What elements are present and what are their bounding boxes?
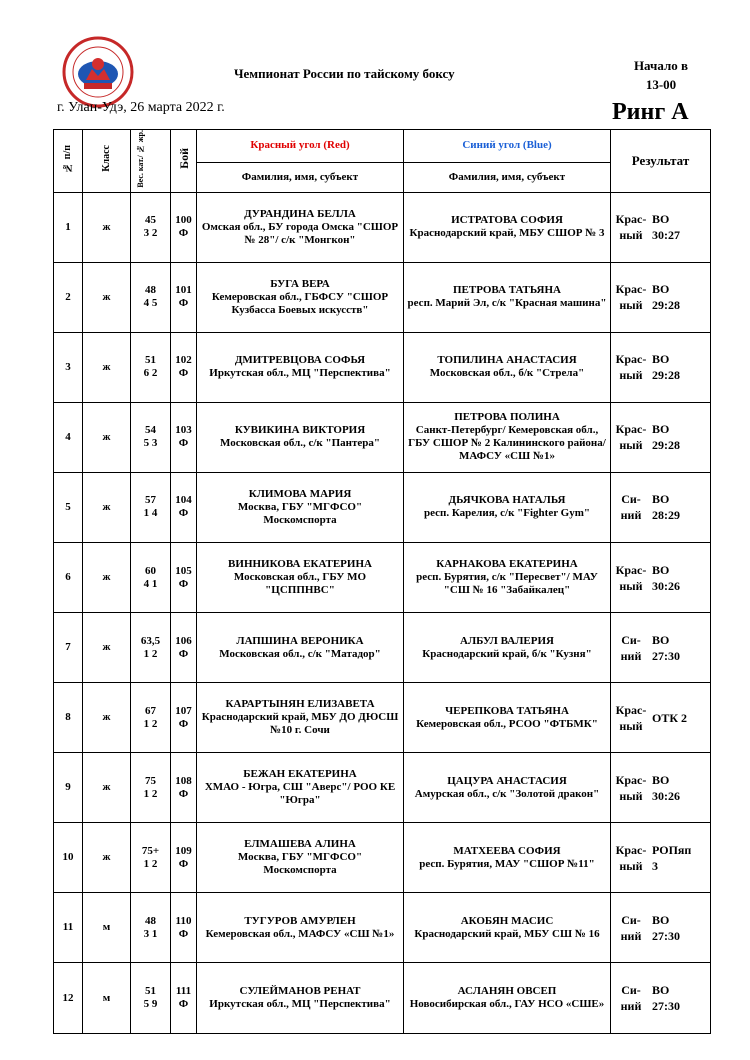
result-score <box>649 842 691 874</box>
result-cell <box>611 683 711 753</box>
row-class: м <box>83 893 131 963</box>
winner-corner-line2: ный <box>619 718 643 733</box>
bout-stage: Ф <box>178 857 189 870</box>
red-corner-cell <box>197 543 404 613</box>
row-number: 8 <box>54 683 83 753</box>
winner-corner-line2: ный <box>619 438 643 453</box>
result-score <box>649 351 680 383</box>
winner-corner <box>613 351 649 383</box>
weight-category <box>131 823 171 893</box>
row-class: ж <box>83 683 131 753</box>
bout-number: 108 <box>175 774 192 787</box>
red-fighter-info: Московская обл., с/к "Пантера" <box>219 437 381 450</box>
red-corner-cell <box>197 262 404 332</box>
result-score <box>649 772 680 804</box>
red-fighter-name: БЕЖАН ЕКАТЕРИНА <box>243 768 357 781</box>
bout-cell <box>171 402 197 472</box>
table-row <box>54 893 711 963</box>
bout-stage: Ф <box>178 437 189 450</box>
blue-fighter-info: Краснодарский край, МБУ СШ № 16 <box>414 927 600 940</box>
weight-value: 75 <box>145 774 156 787</box>
lot-numbers: 4 5 <box>143 297 158 310</box>
blue-fighter-info: Амурская обл., с/к "Золотой дракон" <box>414 787 600 800</box>
bout-number: 101 <box>175 284 192 297</box>
result-method: ОТК 2 <box>652 710 688 725</box>
col-header-red: Красный угол (Red) <box>197 130 404 163</box>
result-points: 27:30 <box>652 648 680 663</box>
weight-category <box>131 683 171 753</box>
red-fighter-name: БУГА ВЕРА <box>270 277 330 290</box>
weight-value: 60 <box>145 564 156 577</box>
red-fighter-info: Кемеровская обл., ГБФСУ "СШОР Кузбасса Боевых искусств" <box>211 290 389 316</box>
bout-stage: Ф <box>178 367 189 380</box>
result-cell <box>611 262 711 332</box>
bout-cell <box>171 332 197 402</box>
result-score <box>649 982 680 1014</box>
result-points: 30:27 <box>652 228 680 243</box>
blue-fighter-info: Новосибирская обл., ГАУ НСО «СШЕ» <box>409 998 605 1011</box>
winner-corner-line1: Крас- <box>615 352 647 367</box>
result-cell <box>611 332 711 402</box>
weight-value: 45 <box>145 214 156 227</box>
row-class: ж <box>83 823 131 893</box>
row-class: ж <box>83 753 131 823</box>
weight-category <box>131 893 171 963</box>
red-fighter-name: ДУРАНДИНА БЕЛЛА <box>244 207 356 220</box>
lot-numbers: 1 2 <box>143 787 158 800</box>
winner-corner-line2: ний <box>620 648 642 663</box>
row-class: ж <box>83 262 131 332</box>
red-fighter-info: Москва, ГБУ "МГФСО" Москомспорта <box>237 851 363 877</box>
row-number: 4 <box>54 402 83 472</box>
blue-fighter-info: респ. Бурятия, с/к "Пересвет"/ МАУ "СШ № 16 "Забайкалец" <box>416 571 598 597</box>
row-class: м <box>83 963 131 1033</box>
bout-cell <box>171 683 197 753</box>
winner-corner-line2: ний <box>620 508 642 523</box>
result-cell <box>611 963 711 1033</box>
bout-number: 104 <box>175 494 192 507</box>
red-fighter-info: ХМАО - Югра, СШ "Аверс"/ РОО КЕ "Югра" <box>204 781 396 807</box>
weight-value: 54 <box>145 424 156 437</box>
blue-fighter-info: респ. Бурятия, МАУ "СШОР №11" <box>419 857 595 870</box>
blue-corner-cell <box>404 963 611 1033</box>
result-method: ВО <box>652 772 670 787</box>
result-method: ВО <box>652 352 670 367</box>
bout-number: 106 <box>175 634 192 647</box>
winner-corner-line2: ный <box>619 228 643 243</box>
winner-corner <box>613 842 649 874</box>
blue-fighter-info: Московская обл., б/к "Стрела" <box>429 367 585 380</box>
winner-corner-line1: Си- <box>621 492 641 507</box>
col-header-class: Класс <box>83 130 131 193</box>
weight-category <box>131 332 171 402</box>
weight-value: 67 <box>145 704 156 717</box>
bout-stage: Ф <box>178 998 189 1011</box>
lot-numbers: 4 1 <box>143 577 158 590</box>
result-score <box>649 710 687 726</box>
place-date: г. Улан-Удэ, 26 марта 2022 г. <box>57 100 225 115</box>
winner-corner-line2: ный <box>619 788 643 803</box>
winner-corner <box>613 912 649 944</box>
result-score <box>649 491 680 523</box>
winner-corner <box>613 211 649 243</box>
col-header-weight: Вес. кат./ № жр. <box>131 130 171 193</box>
result-score <box>649 421 680 453</box>
winner-corner-line2: ний <box>620 999 642 1014</box>
result-method: ВО <box>652 492 670 507</box>
result-cell <box>611 402 711 472</box>
winner-corner-line2: ный <box>619 858 643 873</box>
result-method: ВО <box>652 282 670 297</box>
bout-cell <box>171 963 197 1033</box>
winner-corner-line1: Крас- <box>615 212 647 227</box>
blue-fighter-info: респ. Марий Эл, с/к "Красная машина" <box>407 297 607 310</box>
red-corner-cell <box>197 753 404 823</box>
lot-numbers: 1 4 <box>143 507 158 520</box>
red-corner-cell <box>197 332 404 402</box>
red-fighter-info: Московская обл., ГБУ МО "ЦСППНВС" <box>233 571 367 597</box>
blue-fighter-name: ЧЕРЕПКОВА ТАТЬЯНА <box>445 704 569 717</box>
table-row <box>54 823 711 893</box>
winner-corner-line1: Си- <box>621 912 641 927</box>
red-fighter-name: ЕЛМАШЕВА АЛИНА <box>244 838 356 851</box>
winner-corner-line1: Си- <box>621 983 641 998</box>
row-number: 12 <box>54 963 83 1033</box>
blue-fighter-name: ПЕТРОВА ПОЛИНА <box>454 411 560 424</box>
red-corner-cell <box>197 893 404 963</box>
winner-corner <box>613 982 649 1014</box>
result-score <box>649 281 680 313</box>
red-fighter-name: ВИННИКОВА ЕКАТЕРИНА <box>228 558 372 571</box>
bout-cell <box>171 262 197 332</box>
start-time-value: 13-00 <box>645 77 677 92</box>
result-method: ВО <box>652 632 670 647</box>
col-header-bout: Бой <box>171 130 197 193</box>
table-row <box>54 262 711 332</box>
red-corner-cell <box>197 472 404 542</box>
weight-value: 51 <box>145 354 156 367</box>
red-fighter-info: Московская обл., с/к "Матадор" <box>219 647 381 660</box>
result-cell <box>611 613 711 683</box>
winner-corner <box>613 632 649 664</box>
bouts-table <box>53 129 711 1034</box>
result-cell <box>611 753 711 823</box>
start-label: Начало в <box>633 58 689 73</box>
row-number: 6 <box>54 543 83 613</box>
weight-value: 48 <box>145 284 156 297</box>
bout-number: 102 <box>175 354 192 367</box>
blue-fighter-name: АСЛАНЯН ОВСЕП <box>457 985 557 998</box>
blue-corner-cell <box>404 402 611 472</box>
row-number: 10 <box>54 823 83 893</box>
bout-stage: Ф <box>178 787 189 800</box>
row-class: ж <box>83 613 131 683</box>
winner-corner-line1: Крас- <box>615 772 647 787</box>
row-number: 5 <box>54 472 83 542</box>
winner-corner-line1: Крас- <box>615 282 647 297</box>
result-cell <box>611 893 711 963</box>
bout-stage: Ф <box>178 297 189 310</box>
table-row <box>54 192 711 262</box>
blue-fighter-name: ТОПИЛИНА АНАСТАСИЯ <box>437 354 577 367</box>
table-row <box>54 683 711 753</box>
result-method: ВО <box>652 983 670 998</box>
weight-category <box>131 753 171 823</box>
bout-number: 105 <box>175 564 192 577</box>
row-number: 11 <box>54 893 83 963</box>
blue-corner-cell <box>404 893 611 963</box>
blue-fighter-info: Краснодарский край, МБУ СШОР № 3 <box>409 227 605 240</box>
row-number: 9 <box>54 753 83 823</box>
lot-numbers: 1 2 <box>143 647 158 660</box>
blue-fighter-info: респ. Карелия, с/к "Fighter Gym" <box>424 507 590 520</box>
result-cell <box>611 823 711 893</box>
blue-fighter-info: Краснодарский край, б/к "Кузня" <box>422 647 592 660</box>
bout-cell <box>171 543 197 613</box>
event-title: Чемпионат России по тайскому боксу <box>234 66 455 81</box>
bout-number: 107 <box>175 704 192 717</box>
red-fighter-info: Кемеровская обл., МАФСУ «СШ №1» <box>205 927 395 940</box>
red-fighter-name: КАРАРТЫНЯН ЕЛИЗАВЕТА <box>225 698 375 711</box>
blue-fighter-info: Санкт-Петербург/ Кемеровская обл., ГБУ СШОР № 2 Калининского района/ МАФСУ «СШ №1» <box>408 424 606 463</box>
bout-cell <box>171 472 197 542</box>
weight-category <box>131 963 171 1033</box>
row-class: ж <box>83 543 131 613</box>
result-cell <box>611 543 711 613</box>
col-header-blue-sub: Фамилия, имя, субъект <box>404 162 611 192</box>
red-fighter-info: Иркутская обл., МЦ "Перспектива" <box>209 998 391 1011</box>
table-row <box>54 543 711 613</box>
winner-corner-line1: Си- <box>621 632 641 647</box>
bout-cell <box>171 753 197 823</box>
bout-number: 100 <box>175 214 192 227</box>
result-method: ВО <box>652 562 670 577</box>
row-number: 2 <box>54 262 83 332</box>
winner-corner <box>613 491 649 523</box>
row-class: ж <box>83 192 131 262</box>
red-fighter-name: СУЛЕЙМАНОВ РЕНАТ <box>239 985 361 998</box>
weight-category <box>131 472 171 542</box>
winner-corner <box>613 562 649 594</box>
result-points: 29:28 <box>652 298 680 313</box>
result-score <box>649 211 680 243</box>
bout-stage: Ф <box>178 507 189 520</box>
start-time <box>618 56 704 94</box>
weight-category <box>131 543 171 613</box>
blue-fighter-name: АКОБЯН МАСИС <box>460 914 554 927</box>
ring-label: Ринг А <box>612 99 689 125</box>
row-class: ж <box>83 332 131 402</box>
row-class: ж <box>83 472 131 542</box>
blue-corner-cell <box>404 823 611 893</box>
table-row <box>54 963 711 1033</box>
result-method: РОПяп <box>652 842 692 857</box>
weight-category <box>131 402 171 472</box>
red-corner-cell <box>197 683 404 753</box>
lot-numbers: 6 2 <box>143 367 158 380</box>
result-score <box>649 632 680 664</box>
blue-fighter-name: ЦАЦУРА АНАСТАСИЯ <box>447 774 567 787</box>
row-number: 1 <box>54 192 83 262</box>
result-points: 28:29 <box>652 508 680 523</box>
red-fighter-info: Москва, ГБУ "МГФСО" Москомспорта <box>237 500 363 526</box>
winner-corner-line1: Крас- <box>615 422 647 437</box>
red-corner-cell <box>197 823 404 893</box>
result-points: 30:26 <box>652 578 680 593</box>
blue-fighter-name: АЛБУЛ ВАЛЕРИЯ <box>460 634 554 647</box>
red-fighter-info: Омская обл., БУ города Омска "СШОР № 28"/ с/к "Монгкон" <box>201 220 399 246</box>
blue-corner-cell <box>404 472 611 542</box>
result-cell <box>611 472 711 542</box>
red-corner-cell <box>197 963 404 1033</box>
weight-value: 63,5 <box>140 634 161 647</box>
red-corner-cell <box>197 613 404 683</box>
bout-cell <box>171 893 197 963</box>
bout-stage: Ф <box>178 717 189 730</box>
federation-logo <box>62 36 134 108</box>
blue-fighter-name: ПЕТРОВА ТАТЬЯНА <box>452 284 561 297</box>
table-row <box>54 332 711 402</box>
weight-value: 75+ <box>141 844 160 857</box>
col-header-num: № п/п <box>54 130 83 193</box>
col-header-red-sub: Фамилия, имя, субъект <box>197 162 404 192</box>
row-class: ж <box>83 402 131 472</box>
weight-category <box>131 192 171 262</box>
blue-corner-cell <box>404 192 611 262</box>
bout-stage: Ф <box>178 577 189 590</box>
bout-cell <box>171 613 197 683</box>
result-score <box>649 912 680 944</box>
blue-corner-cell <box>404 262 611 332</box>
winner-corner-line1: Крас- <box>615 562 647 577</box>
result-score <box>649 562 680 594</box>
result-method: ВО <box>652 422 670 437</box>
red-fighter-info: Краснодарский край, МБУ ДО ДЮСШ №10 г. Сочи <box>201 711 399 737</box>
blue-corner-cell <box>404 613 611 683</box>
bout-number: 109 <box>175 844 192 857</box>
table-row <box>54 753 711 823</box>
table-row <box>54 613 711 683</box>
winner-corner-line1: Крас- <box>615 702 647 717</box>
col-header-result: Результат <box>611 130 711 193</box>
winner-corner-line2: ный <box>619 298 643 313</box>
winner-corner-line1: Крас- <box>615 842 647 857</box>
weight-category <box>131 613 171 683</box>
lot-numbers: 5 3 <box>143 437 158 450</box>
bout-cell <box>171 823 197 893</box>
red-corner-cell <box>197 192 404 262</box>
bout-cell <box>171 192 197 262</box>
blue-fighter-info: Кемеровская обл., РСОО "ФТБМК" <box>416 717 598 730</box>
red-fighter-name: ЛАПШИНА ВЕРОНИКА <box>236 634 364 647</box>
row-number: 7 <box>54 613 83 683</box>
weight-value: 51 <box>145 985 156 998</box>
bout-stage: Ф <box>178 927 189 940</box>
bout-number: 103 <box>175 424 192 437</box>
winner-corner <box>613 421 649 453</box>
lot-numbers: 3 2 <box>143 227 158 240</box>
lot-numbers: 5 9 <box>143 998 158 1011</box>
lot-numbers: 1 2 <box>143 717 158 730</box>
winner-corner-line2: ний <box>620 928 642 943</box>
red-fighter-name: КЛИМОВА МАРИЯ <box>248 487 352 500</box>
result-points: 27:30 <box>652 999 680 1014</box>
winner-corner <box>613 281 649 313</box>
weight-value: 48 <box>145 914 156 927</box>
result-points: 30:26 <box>652 788 680 803</box>
result-points: 27:30 <box>652 928 680 943</box>
red-fighter-info: Иркутская обл., МЦ "Перспектива" <box>209 367 391 380</box>
winner-corner <box>613 702 649 734</box>
bout-number: 111 <box>175 985 192 998</box>
red-fighter-name: ТУГУРОВ АМУРЛЕН <box>244 914 356 927</box>
winner-corner <box>613 772 649 804</box>
blue-corner-cell <box>404 332 611 402</box>
weight-value: 57 <box>145 494 156 507</box>
blue-fighter-name: ДЬЯЧКОВА НАТАЛЬЯ <box>448 494 566 507</box>
winner-corner-line2: ный <box>619 578 643 593</box>
result-method: ВО <box>652 912 670 927</box>
result-cell <box>611 192 711 262</box>
result-method: ВО <box>652 212 670 227</box>
winner-corner-line2: ный <box>619 368 643 383</box>
lot-numbers: 1 2 <box>143 857 158 870</box>
row-number: 3 <box>54 332 83 402</box>
blue-fighter-name: ИСТРАТОВА СОФИЯ <box>451 214 563 227</box>
red-fighter-name: ДМИТРЕВЦОВА СОФЬЯ <box>234 354 366 367</box>
weight-category <box>131 262 171 332</box>
result-points: 3 <box>652 858 658 873</box>
result-points: 29:28 <box>652 368 680 383</box>
result-points: 29:28 <box>652 438 680 453</box>
bout-stage: Ф <box>178 647 189 660</box>
red-corner-cell <box>197 402 404 472</box>
table-row <box>54 472 711 542</box>
bout-number: 110 <box>175 914 192 927</box>
red-fighter-name: КУВИКИНА ВИКТОРИЯ <box>234 424 366 437</box>
blue-corner-cell <box>404 543 611 613</box>
bout-stage: Ф <box>178 227 189 240</box>
blue-corner-cell <box>404 753 611 823</box>
col-header-blue: Синий угол (Blue) <box>404 130 611 163</box>
blue-fighter-name: КАРНАКОВА ЕКАТЕРИНА <box>436 558 578 571</box>
blue-fighter-name: МАТХЕЕВА СОФИЯ <box>453 844 561 857</box>
blue-corner-cell <box>404 683 611 753</box>
table-row <box>54 402 711 472</box>
lot-numbers: 3 1 <box>143 927 158 940</box>
